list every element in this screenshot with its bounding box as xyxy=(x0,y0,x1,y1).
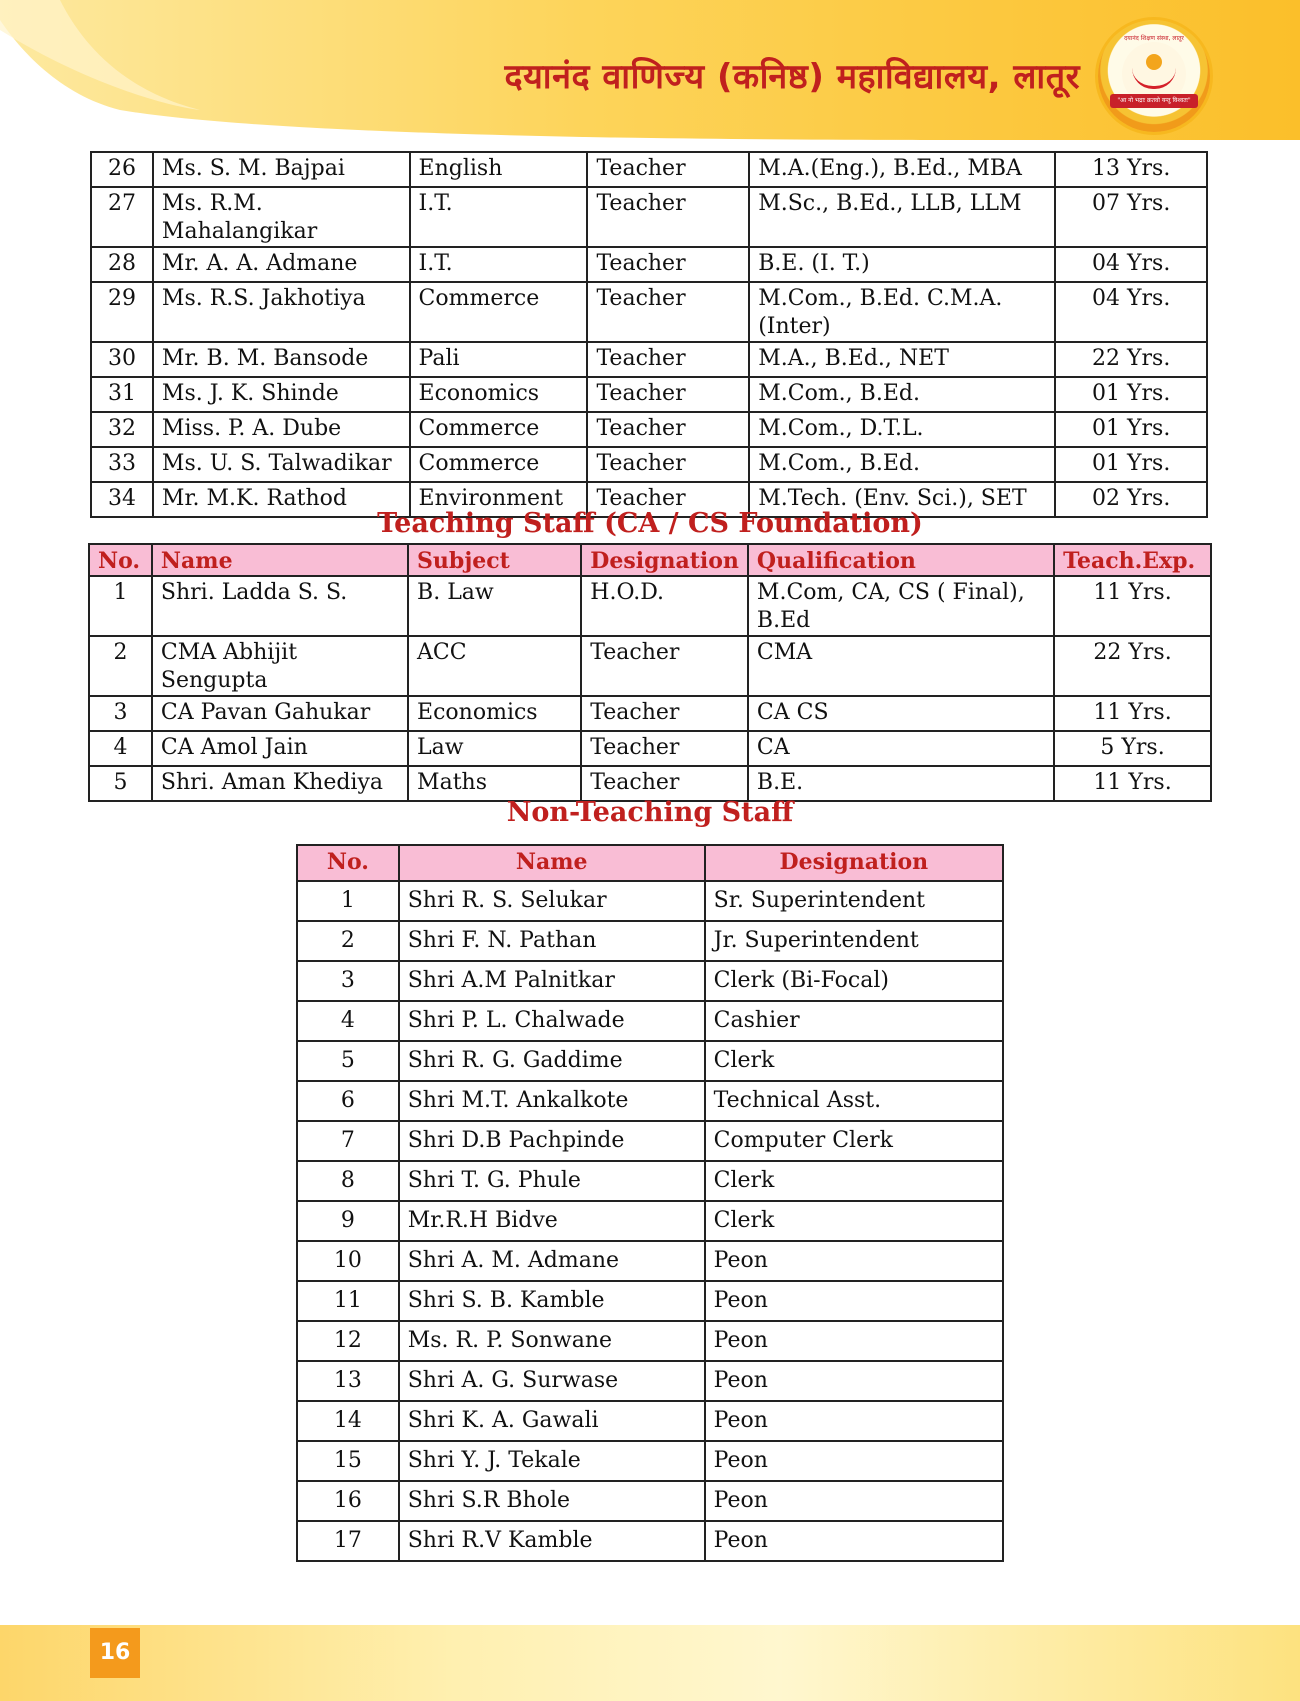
cell-designation: Peon xyxy=(705,1521,1003,1561)
table-row xyxy=(297,1321,1003,1361)
cell-no: 31 xyxy=(91,377,153,412)
cell-designation: Teacher xyxy=(587,377,749,412)
cell-subject: Environment xyxy=(410,482,588,517)
cell-designation: Jr. Superintendent xyxy=(705,921,1003,961)
cell-exp: 02 Yrs. xyxy=(1055,482,1207,517)
cell-designation: Technical Asst. xyxy=(705,1081,1003,1121)
cell-no: 1 xyxy=(89,576,152,636)
cell-name: Shri D.B Pachpinde xyxy=(399,1121,705,1161)
table-row xyxy=(91,447,1207,482)
cell-no: 14 xyxy=(297,1401,399,1441)
table-row xyxy=(297,1041,1003,1081)
cell-name: Shri. Ladda S. S. xyxy=(152,576,408,636)
cell-qualification: M.A.(Eng.), B.Ed., MBA xyxy=(749,152,1055,187)
college-logo xyxy=(1098,20,1210,132)
cell-no: 15 xyxy=(297,1441,399,1481)
table-row xyxy=(297,961,1003,1001)
table-row xyxy=(91,282,1207,342)
cell-no: 33 xyxy=(91,447,153,482)
cell-no: 13 xyxy=(297,1361,399,1401)
table-row xyxy=(297,1201,1003,1241)
cell-exp: 04 Yrs. xyxy=(1055,247,1207,282)
cell-name: Shri Y. J. Tekale xyxy=(399,1441,705,1481)
cell-exp: 07 Yrs. xyxy=(1055,187,1207,247)
header-designation: Designation xyxy=(581,544,748,576)
cell-no: 4 xyxy=(297,1001,399,1041)
cell-designation: Clerk xyxy=(705,1201,1003,1241)
cell-name: Shri T. G. Phule xyxy=(399,1161,705,1201)
page-number: 16 xyxy=(90,1628,140,1678)
cell-no: 9 xyxy=(297,1201,399,1241)
cell-qualification: CA xyxy=(748,731,1054,766)
cell-name: Shri S.R Bhole xyxy=(399,1481,705,1521)
cell-no: 2 xyxy=(89,636,152,696)
cell-name: Ms. R. P. Sonwane xyxy=(399,1321,705,1361)
cell-subject: Pali xyxy=(410,342,588,377)
cell-name: Ms. U. S. Talwadikar xyxy=(153,447,410,482)
cell-designation: Teacher xyxy=(587,412,749,447)
cell-subject: English xyxy=(410,152,588,187)
table-row xyxy=(297,1081,1003,1121)
cell-designation: Teacher xyxy=(587,447,749,482)
cell-name: Shri A. M. Admane xyxy=(399,1241,705,1281)
table-row xyxy=(89,731,1211,766)
cell-name: Shri R. G. Gaddime xyxy=(399,1041,705,1081)
cell-name: Mr. A. A. Admane xyxy=(153,247,410,282)
table-row xyxy=(297,1441,1003,1481)
header-teach-exp: Teach.Exp. xyxy=(1054,544,1211,576)
cell-qualification: M.Com., B.Ed. xyxy=(749,377,1055,412)
cell-name: Shri R.V Kamble xyxy=(399,1521,705,1561)
cell-name: Shri F. N. Pathan xyxy=(399,921,705,961)
cell-no: 28 xyxy=(91,247,153,282)
cell-name: Ms. J. K. Shinde xyxy=(153,377,410,412)
cell-no: 34 xyxy=(91,482,153,517)
non-teaching-section-title: Non-Teaching Staff xyxy=(506,797,794,828)
ca-cs-section-title: Teaching Staff (CA / CS Foundation) xyxy=(377,508,923,539)
cell-name: Ms. R.M. Mahalangikar xyxy=(153,187,410,247)
cell-qualification: B.E. xyxy=(748,766,1054,801)
cell-qualification: CA CS xyxy=(748,696,1054,731)
header-no: No. xyxy=(297,845,399,881)
cell-designation: Peon xyxy=(705,1241,1003,1281)
cell-no: 3 xyxy=(297,961,399,1001)
cell-subject: I.T. xyxy=(410,247,588,282)
table2-body xyxy=(89,576,1211,801)
cell-name: Shri A. G. Surwase xyxy=(399,1361,705,1401)
cell-subject: Economics xyxy=(410,377,588,412)
cell-qualification: M.Sc., B.Ed., LLB, LLM xyxy=(749,187,1055,247)
logo-top-text: दयानंद शिक्षण संस्था, लातूर xyxy=(1124,35,1184,42)
cell-name: CA Amol Jain xyxy=(152,731,408,766)
cell-designation: Peon xyxy=(705,1321,1003,1361)
table-row xyxy=(297,921,1003,961)
cell-name: Shri K. A. Gawali xyxy=(399,1401,705,1441)
table-row xyxy=(89,696,1211,731)
cell-subject: Economics xyxy=(408,696,581,731)
ca-cs-staff-table xyxy=(88,543,1212,802)
cell-name: Miss. P. A. Dube xyxy=(153,412,410,447)
cell-designation: Teacher xyxy=(581,636,748,696)
table-row xyxy=(297,1361,1003,1401)
cell-name: Ms. S. M. Bajpai xyxy=(153,152,410,187)
table-row xyxy=(297,1281,1003,1321)
cell-qualification: M.A., B.Ed., NET xyxy=(749,342,1055,377)
cell-subject: ACC xyxy=(408,636,581,696)
table-row xyxy=(297,1161,1003,1201)
header-no: No. xyxy=(89,544,152,576)
table-row xyxy=(297,1241,1003,1281)
header-subject: Subject xyxy=(408,544,581,576)
cell-designation: Teacher xyxy=(587,282,749,342)
cell-no: 5 xyxy=(89,766,152,801)
cell-no: 27 xyxy=(91,187,153,247)
table-header-row xyxy=(297,845,1003,881)
cell-name: Shri R. S. Selukar xyxy=(399,881,705,921)
table-row xyxy=(297,1481,1003,1521)
cell-exp: 11 Yrs. xyxy=(1054,696,1211,731)
cell-no: 8 xyxy=(297,1161,399,1201)
cell-name: Shri. Aman Khediya xyxy=(152,766,408,801)
cell-designation: Teacher xyxy=(581,766,748,801)
cell-no: 7 xyxy=(297,1121,399,1161)
cell-designation: Teacher xyxy=(581,696,748,731)
cell-name: CA Pavan Gahukar xyxy=(152,696,408,731)
header-name: Name xyxy=(399,845,705,881)
cell-exp: 22 Yrs. xyxy=(1054,636,1211,696)
cell-designation: Sr. Superintendent xyxy=(705,881,1003,921)
table-row xyxy=(91,412,1207,447)
table3-body xyxy=(297,881,1003,1561)
cell-subject: Law xyxy=(408,731,581,766)
cell-no: 17 xyxy=(297,1521,399,1561)
table-row xyxy=(91,247,1207,282)
cell-designation: Teacher xyxy=(587,342,749,377)
cell-name: CMA Abhijit Sengupta xyxy=(152,636,408,696)
cell-qualification: M.Com., B.Ed. xyxy=(749,447,1055,482)
cell-no: 12 xyxy=(297,1321,399,1361)
cell-designation: Teacher xyxy=(587,187,749,247)
cell-qualification: M.Com, CA, CS ( Final), B.Ed xyxy=(748,576,1054,636)
cell-qualification: M.Com., B.Ed. C.M.A. (Inter) xyxy=(749,282,1055,342)
table-header-row xyxy=(89,544,1211,576)
cell-exp: 04 Yrs. xyxy=(1055,282,1207,342)
table-row xyxy=(91,187,1207,247)
cell-qualification: B.E. (I. T.) xyxy=(749,247,1055,282)
cell-designation: Teacher xyxy=(587,247,749,282)
table-row xyxy=(89,636,1211,696)
table-row xyxy=(89,766,1211,801)
cell-designation: Clerk xyxy=(705,1041,1003,1081)
table-row xyxy=(91,377,1207,412)
header-qualification: Qualification xyxy=(748,544,1054,576)
header-designation: Designation xyxy=(705,845,1003,881)
cell-name: Shri M.T. Ankalkote xyxy=(399,1081,705,1121)
table-row xyxy=(91,342,1207,377)
cell-name: Shri S. B. Kamble xyxy=(399,1281,705,1321)
teaching-staff-table-continued xyxy=(90,151,1208,518)
cell-no: 4 xyxy=(89,731,152,766)
cell-subject: I.T. xyxy=(410,187,588,247)
cell-qualification: M.Tech. (Env. Sci.), SET xyxy=(749,482,1055,517)
cell-exp: 01 Yrs. xyxy=(1055,377,1207,412)
non-teaching-staff-table xyxy=(296,844,1004,1562)
cell-designation: Cashier xyxy=(705,1001,1003,1041)
cell-no: 6 xyxy=(297,1081,399,1121)
cell-no: 29 xyxy=(91,282,153,342)
cell-no: 26 xyxy=(91,152,153,187)
table-row xyxy=(297,1121,1003,1161)
cell-designation: Peon xyxy=(705,1281,1003,1321)
cell-designation: Peon xyxy=(705,1361,1003,1401)
cell-designation: Clerk xyxy=(705,1161,1003,1201)
cell-exp: 11 Yrs. xyxy=(1054,766,1211,801)
cell-name: Mr. B. M. Bansode xyxy=(153,342,410,377)
table-row xyxy=(297,1521,1003,1561)
cell-no: 16 xyxy=(297,1481,399,1521)
cell-exp: 01 Yrs. xyxy=(1055,412,1207,447)
cell-name: Mr.R.H Bidve xyxy=(399,1201,705,1241)
cell-qualification: M.Com., D.T.L. xyxy=(749,412,1055,447)
cell-subject: B. Law xyxy=(408,576,581,636)
cell-no: 1 xyxy=(297,881,399,921)
cell-exp: 5 Yrs. xyxy=(1054,731,1211,766)
cell-no: 3 xyxy=(89,696,152,731)
cell-exp: 22 Yrs. xyxy=(1055,342,1207,377)
cell-designation: Computer Clerk xyxy=(705,1121,1003,1161)
cell-designation: Teacher xyxy=(587,152,749,187)
table-row xyxy=(91,152,1207,187)
cell-no: 11 xyxy=(297,1281,399,1321)
cell-designation: Peon xyxy=(705,1441,1003,1481)
cell-subject: Commerce xyxy=(410,282,588,342)
cell-subject: Commerce xyxy=(410,412,588,447)
cell-subject: Maths xyxy=(408,766,581,801)
cell-exp: 13 Yrs. xyxy=(1055,152,1207,187)
table-row xyxy=(89,576,1211,636)
footer-band xyxy=(0,1625,1300,1701)
cell-name: Shri A.M Palnitkar xyxy=(399,961,705,1001)
cell-no: 2 xyxy=(297,921,399,961)
table-row xyxy=(297,1401,1003,1441)
cell-name: Ms. R.S. Jakhotiya xyxy=(153,282,410,342)
cell-name: Mr. M.K. Rathod xyxy=(153,482,410,517)
cell-no: 30 xyxy=(91,342,153,377)
cell-qualification: CMA xyxy=(748,636,1054,696)
cell-no: 32 xyxy=(91,412,153,447)
cell-designation: H.O.D. xyxy=(581,576,748,636)
cell-exp: 11 Yrs. xyxy=(1054,576,1211,636)
table1-body xyxy=(91,152,1207,517)
cell-subject: Commerce xyxy=(410,447,588,482)
logo-ribbon: "आ नो भद्राः क्रतवो यन्तु विश्वतः" xyxy=(1110,94,1198,108)
cell-designation: Clerk (Bi-Focal) xyxy=(705,961,1003,1001)
cell-designation: Teacher xyxy=(587,482,749,517)
cell-no: 5 xyxy=(297,1041,399,1081)
cell-no: 10 xyxy=(297,1241,399,1281)
college-title: दयानंद वाणिज्य (कनिष्ठ) महाविद्यालय, लातूर xyxy=(504,57,1080,97)
header-name: Name xyxy=(152,544,408,576)
table-row xyxy=(297,881,1003,921)
cell-exp: 01 Yrs. xyxy=(1055,447,1207,482)
table-row xyxy=(297,1001,1003,1041)
cell-designation: Teacher xyxy=(581,731,748,766)
cell-name: Shri P. L. Chalwade xyxy=(399,1001,705,1041)
cell-designation: Peon xyxy=(705,1401,1003,1441)
cell-designation: Peon xyxy=(705,1481,1003,1521)
